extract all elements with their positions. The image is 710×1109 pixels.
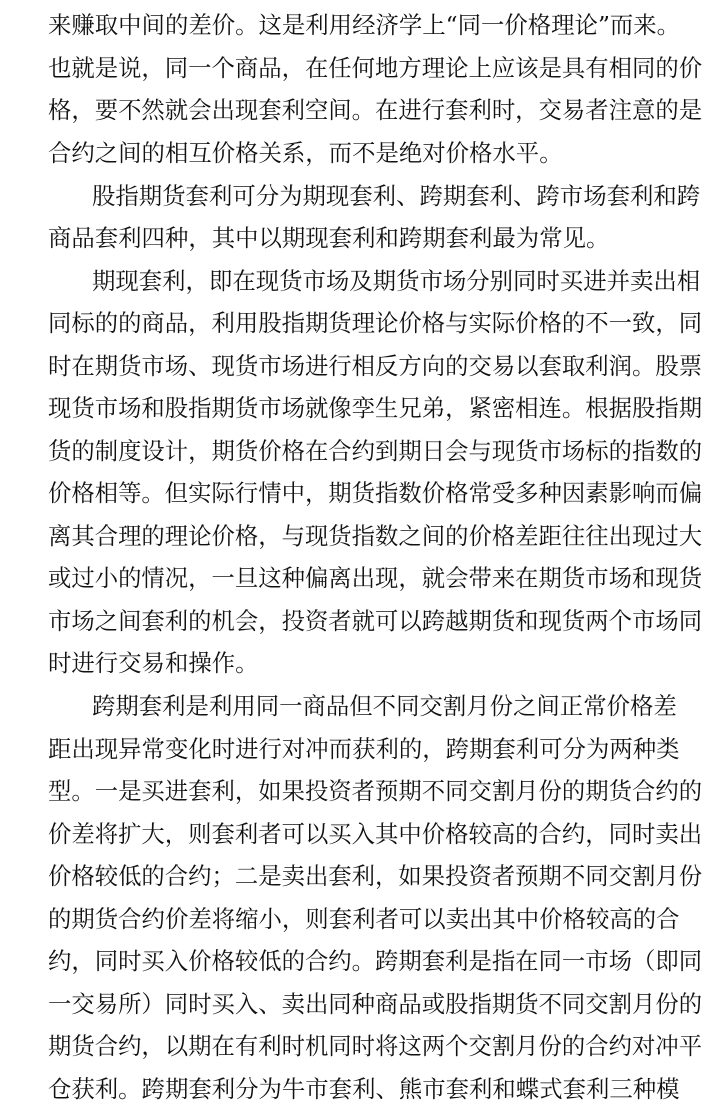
text-line: 价格相等。但实际行情中，期货指数价格常受多种因素影响而偏	[48, 479, 703, 507]
paragraph-first-line: 期现套利，即在现货市场及期货市场分别同时买进并卖出相	[92, 267, 701, 295]
text-line: 商品套利四种，其中以期现套利和跨期套利最为常见。	[48, 224, 610, 252]
text-line: 来赚取中间的差价。这是利用经济学上“同一价格理论”而来。	[48, 11, 681, 39]
text-line: 型。一是买进套利，如果投资者预期不同交割月份的期货合约的	[48, 777, 703, 805]
text-line: 价差将扩大，则套利者可以买入其中价格较高的合约，同时卖出	[48, 820, 703, 848]
text-line: 一交易所）同时买入、卖出同种商品或股指期货不同交割月份的	[48, 990, 703, 1018]
text-line: 货的制度设计，期货价格在合约到期日会与现货市场标的指数的	[48, 437, 703, 465]
text-line: 距出现异常变化时进行对冲而获利的，跨期套利可分为两种类	[48, 735, 680, 763]
paragraph-first-line: 股指期货套利可分为期现套利、跨期套利、跨市场套利和跨	[92, 182, 701, 210]
text-line: 仓获利。跨期套利分为牛市套利、熊市套利和蝶式套利三种模	[48, 1075, 680, 1103]
text-line: 格，要不然就会出现套利空间。在进行套利时，交易者注意的是	[48, 96, 703, 124]
text-line: 也就是说，同一个商品，在任何地方理论上应该是具有相同的价	[48, 54, 703, 82]
text-line: 现货市场和股指期货市场就像孪生兄弟，紧密相连。根据股指期	[48, 394, 703, 422]
text-line: 时在期货市场、现货市场进行相反方向的交易以套取利润。股票	[48, 352, 703, 380]
paragraph-first-line: 跨期套利是利用同一商品但不同交割月份之间正常价格差	[92, 692, 677, 720]
text-line: 离其合理的理论价格，与现货指数之间的价格差距往往出现过大	[48, 522, 703, 550]
text-line: 价格较低的合约；二是卖出套利，如果投资者预期不同交割月份	[48, 862, 703, 890]
text-line: 合约之间的相互价格关系，而不是绝对价格水平。	[48, 139, 563, 167]
text-line: 约，同时买入价格较低的合约。跨期套利是指在同一市场（即同	[48, 947, 703, 975]
text-line: 市场之间套利的机会，投资者就可以跨越期货和现货两个市场同	[48, 607, 703, 635]
text-line: 或过小的情况，一旦这种偏离出现，就会带来在期货市场和现货	[48, 564, 703, 592]
text-line: 期货合约，以期在有利时机同时将这两个交割月份的合约对冲平	[48, 1032, 703, 1060]
text-line: 时进行交易和操作。	[48, 649, 259, 677]
text-line: 的期货合约价差将缩小，则套利者可以卖出其中价格较高的合	[48, 905, 680, 933]
text-line: 同标的的商品，利用股指期货理论价格与实际价格的不一致，同	[48, 309, 703, 337]
